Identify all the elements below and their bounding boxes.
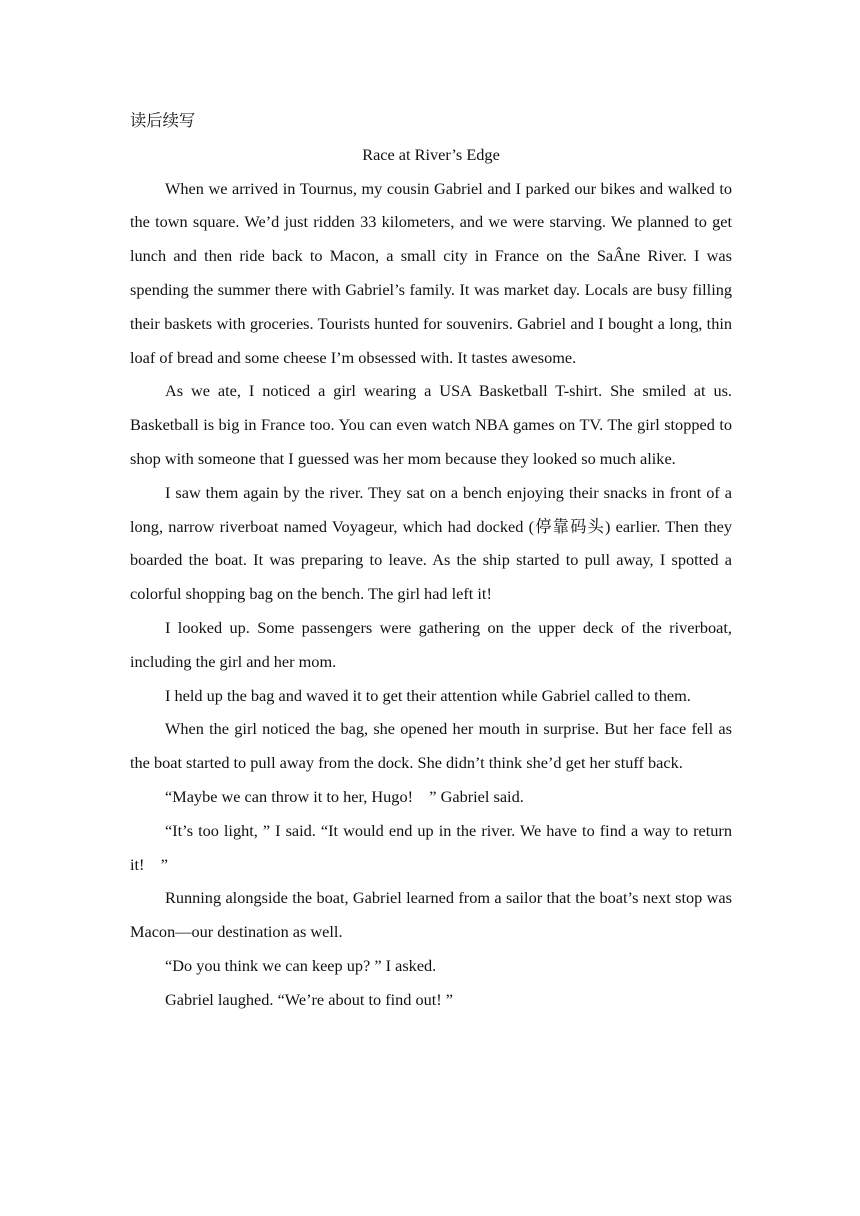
document-body	[130, 104, 732, 1017]
paragraph-6: When the girl noticed the bag, she opened her mouth in surprise. But her face fell as the boat started to pull away from the dock. She didn’t think she’d get her stuff back.	[130, 719, 732, 773]
paragraph-3: I saw them again by the river. They sat on a bench enjoying their snacks in front of a long, narrow riverboat named Voyageur, which had docked (停靠码头) earlier. Then they boarded the boat. It was preparing to leave. As the ship started to pull away, I spotted a colorful shopping bag on the bench. The girl had left it!	[130, 482, 732, 604]
paragraph-8: “It’s too light, ” I said. “It would end up in the river. We have to find a way to return it! ”	[130, 820, 732, 874]
story-title: Race at River’s Edge	[362, 144, 500, 164]
paragraph-9: Running alongside the boat, Gabriel learned from a sailor that the boat’s next stop was Macon—our destination as well.	[130, 888, 732, 942]
section-heading: 读后续写	[130, 111, 196, 130]
paragraph-7: “Maybe we can throw it to her, Hugo! ” Gabriel said.	[165, 786, 524, 806]
paragraph-5: I held up the bag and waved it to get their attention while Gabriel called to them.	[165, 685, 691, 705]
paragraph-4: I looked up. Some passengers were gathering on the upper deck of the riverboat, including the girl and her mom.	[130, 617, 732, 671]
paragraph-11: Gabriel laughed. “We’re about to find out! ”	[165, 989, 454, 1009]
paragraph-10: “Do you think we can keep up? ” I asked.	[165, 955, 437, 975]
paragraph-2: As we ate, I noticed a girl wearing a USA Basketball T-shirt. She smiled at us. Basketball is big in France too. You can even watch NBA games on TV. The girl stopped to shop with someone that I guessed was her mom because they looked so much alike.	[130, 381, 732, 468]
paragraph-1: When we arrived in Tournus, my cousin Gabriel and I parked our bikes and walked to the town square. We’d just ridden 33 kilometers, and we were starving. We planned to get lunch and then ride back to Macon, a small city in France on the SaÂne River. I was spending the summer there with Gabriel’s family. It was market day. Locals are busy filling their baskets with groceries. Tourists hunted for souvenirs. Gabriel and I bought a long, thin loaf of bread and some cheese I’m obsessed with. It tastes awesome.	[130, 178, 732, 367]
